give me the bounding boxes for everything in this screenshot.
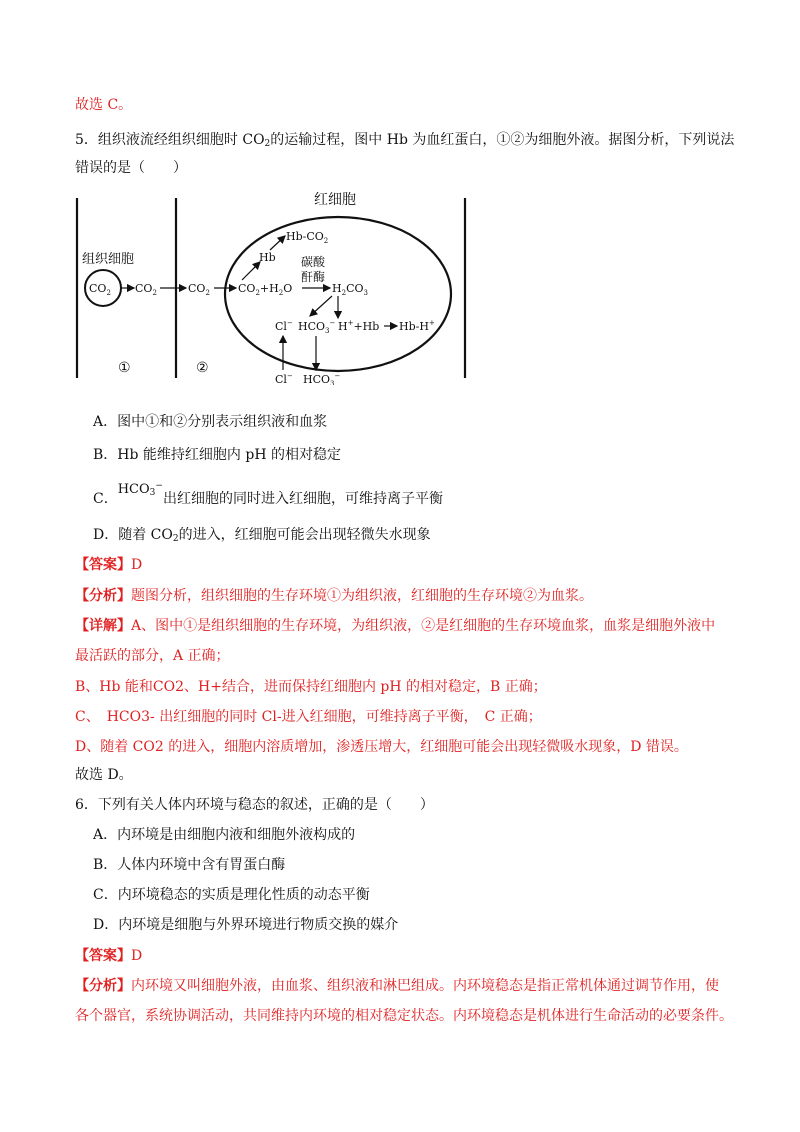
q5-option-d: D．随着 $CO_2$的进入，红细胞可能会出现轻微失水现象 [93, 527, 431, 544]
prev-conclusion: 故选 C。 [75, 97, 133, 113]
q5-stem-b: 的运输过程，图中 Hb 为血红蛋白，①②为细胞外液。据图分析，下列说法 [270, 132, 735, 148]
reaction-left: $CO_2+H_2O$ [238, 282, 293, 297]
co2-region2: $CO_2$ [188, 282, 210, 297]
co2-region1: $CO_2$ [135, 282, 157, 297]
q6-analysis-line2: 各个器官，系统协调活动，共同维持内环境的相对稳定状态。内环境稳态是机体进行生命活动的必要条件。 [75, 1008, 733, 1024]
q6-option-d: D．内环境是细胞与外界环境进行物质交换的媒介 [93, 917, 399, 933]
hco3-inside: $HCO_3^-$ [298, 319, 336, 335]
q6-answer: 【答案】D [75, 948, 143, 964]
q5-option-c-text: 出红细胞的同时进入红细胞，可维持离子平衡 [162, 491, 443, 507]
q5-detail-line2: 最活跃的部分，A 正确； [75, 648, 230, 664]
q6-option-b: B．人体内环境中含有胃蛋白酶 [93, 857, 286, 873]
q5-stem-a: 5．组织液流经组织细胞时 CO [75, 132, 265, 148]
q5-detail-line1: 【详解】A、图中①是组织细胞的生存环境，为组织液，②是红细胞的生存环境血浆，血浆是细胞外液中 [75, 618, 716, 634]
q5-option-a: A．图中①和②分别表示组织液和血浆 [93, 414, 328, 430]
q5-stem-sub: 2 [264, 139, 271, 149]
hb-h-label: Hb-H+ [399, 319, 435, 333]
q6-option-a: A．内环境是由细胞内液和细胞外液构成的 [93, 827, 356, 843]
q6-stem: 6．下列有关人体内环境与稳态的叙述，正确的是（ ） [75, 797, 434, 813]
q5-stem-line2: 错误的是（ ） [75, 160, 187, 176]
h-plus-hb: H++Hb [338, 319, 380, 333]
tissue-cell-label: 组织细胞 [82, 252, 135, 267]
q5-stem-line1 [75, 130, 734, 154]
hb-label: Hb [259, 251, 276, 264]
q5-detail-b: B、Hb 能和CO2、H+结合，进而保持红细胞内 pH 的相对稳定，B 正确； [75, 679, 547, 695]
q5-answer: 【答案】D [75, 557, 143, 573]
rbc-label: 红细胞 [314, 192, 356, 208]
region-1-label: ① [118, 360, 131, 376]
cl-outside: Cl− [275, 372, 293, 385]
q5-detail-d: D、随着 CO2 的进入，细胞内溶质增加，渗透压增大，红细胞可能会出现轻微吸水现象，D 错误。 [75, 739, 688, 755]
co2-transport-diagram [70, 190, 480, 385]
q5-analysis: 【分析】题图分析，组织细胞的生存环境①为组织液，红细胞的生存环境②为血浆。 [75, 588, 593, 604]
co2-in-cell: $CO_2$ [89, 282, 111, 297]
enzyme-label-1: 碳酸 [301, 255, 326, 269]
q6-analysis-line1: 【分析】内环境又叫细胞外液，由血浆、组织液和淋巴组成。内环境稳态是指正常机体通过调节作用，使 [75, 978, 719, 994]
q5-conclusion: 故选 D。 [75, 767, 133, 783]
hco3-outside: $HCO_3^-$ [303, 372, 341, 385]
q5-option-c-formula: $HCO_3^-$ [117, 481, 163, 498]
q5-option-c-prefix: C． [93, 491, 118, 507]
h2co3: $H_2CO_3$ [332, 282, 368, 297]
hb-co2-label: $Hb-CO_2$ [286, 230, 329, 245]
cl-inside: Cl− [275, 319, 293, 333]
q5-option-c [93, 481, 443, 513]
q5-option-b: B．Hb 能维持红细胞内 pH 的相对稳定 [93, 447, 341, 463]
region-2-label: ② [196, 360, 209, 376]
enzyme-label-2: 酐酶 [301, 270, 326, 284]
q6-option-c: C．内环境稳态的实质是理化性质的动态平衡 [93, 887, 370, 903]
q5-detail-c: C、 HCO3- 出红细胞的同时 Cl-进入红细胞，可维持离子平衡， C 正确； [75, 709, 542, 725]
